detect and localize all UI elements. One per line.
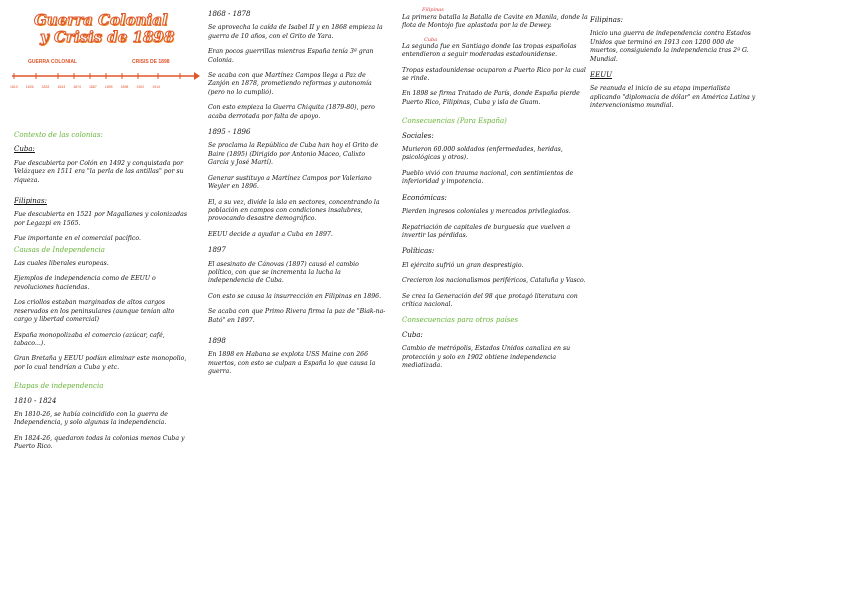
paragraph: Fue descubierta por Colón en 1492 y conquistada por Velázquez en 1511 era "la perla de las antillas" por su riqueza.	[14, 159, 184, 184]
paragraph: El, a su vez, divide la isla en sectores, concentrando la población en campos con condiciones insalubres, provocando desastre demográfico.	[208, 198, 380, 223]
heading-period: 1898	[208, 336, 226, 345]
paragraph: Con esto empieza la Guerra Chiquita (1879-80), pero acaba derrotada por falta de apoyo.	[208, 104, 375, 120]
timeline-year: 1902	[136, 85, 145, 89]
column-4	[590, 16, 760, 118]
paragraph: Murieron 60.000 soldados (enfermedades, heridas, psicológicas y otros).	[402, 146, 563, 162]
paragraph: Se proclama la República de Cuba han hoy el Grito de Baire (1895) (Dirigido por Antonio Maceo, Calixto García y José Martí).	[208, 142, 379, 167]
paragraph: Gran Bretaña y EEUU podían eliminar este monopolio, por lo cual tendrían a Cuba y etc.	[14, 355, 187, 371]
heading-period: 1868 - 1878	[208, 10, 251, 18]
paragraph: Se reanuda el inicio de su etapa imperialista aplicando "diplomacia de dólar" en América Latina y intervencionismo mundial.	[590, 85, 756, 110]
paragraph: Cambio de metrópolis, Estados Unidos canaliza en su protección y solo en 1902 obtiene independencia mediatizada.	[402, 345, 571, 369]
timeline-right-tag: CRISIS DE 1898	[132, 59, 170, 65]
paragraph: La segunda fue en Santiago donde las tropas españolas entendieron a seguir moderadas estadounidense.	[402, 42, 577, 59]
title-line-1: Guerra Colonial	[34, 11, 168, 29]
annotation-filipinas: Filipinas	[422, 7, 444, 13]
paragraph: Se aprovecha la caída de Isabel II y en 1868 empieza la guerra de 10 años, con el Grito de Yara.	[208, 24, 383, 40]
title-line-2: y Crisis de 1898	[40, 28, 175, 46]
page-title	[34, 12, 204, 46]
heading-period: 1897	[208, 246, 226, 255]
heading-filipinas: Filipinas:	[590, 16, 623, 24]
timeline-year: 1874	[73, 85, 81, 89]
paragraph: La primera batalla la Batalla de Cavite en Manila, donde la flota de Montojo fue aplastada por la de Dewey.	[402, 14, 588, 30]
heading-sociales: Sociales:	[402, 131, 434, 140]
column-1	[14, 131, 194, 459]
heading-otros-paises: Consecuencias para otros países	[402, 316, 519, 325]
timeline	[10, 55, 200, 115]
paragraph: Inicio una guerra de independencia contra Estados Unidos que terminó en 1913 con 1200 000 de muertos, consiguiendo la independencia tras 2ª G. Mundial.	[590, 30, 751, 63]
paragraph: Generar sustituyo a Martínez Campos por Valeriano Weyler en 1896.	[208, 174, 372, 191]
paragraph: Eran pocos guerrillas mientras España tenía 3ª gran Colonia.	[208, 48, 374, 64]
timeline-year: 1833	[41, 85, 50, 89]
paragraph: El asesinato de Cánovas (1897) causó el cambio político, con que se incrementa la lucha la independencia de Cuba.	[208, 260, 359, 285]
paragraph: Las cuales liberales europeas.	[14, 260, 109, 268]
timeline-years	[10, 85, 160, 89]
paragraph: Con esto se causa la insurrección en Filipinas en 1896.	[208, 292, 382, 300]
heading-eeuu: EEUU	[590, 71, 613, 80]
timeline-year: 1843	[57, 85, 66, 89]
heading-politicas: Políticas:	[402, 247, 435, 256]
paragraph: Los criollos estaban marginados de altos cargos reservados en los peninsulares (aunque tenían alto cargo y libertad comercial)	[14, 299, 175, 324]
paragraph: En 1810-26, se había coincidido con la guerra de Independencia, y solo algunas la independencia.	[14, 410, 168, 427]
paragraph: Pierden ingresos coloniales y mercados privilegiados.	[402, 208, 571, 216]
paragraph: Tropas estadounidense ocuparon a Puerto Rico por la cual se rinde.	[402, 66, 586, 83]
paragraph: Se crea la Generación del 98 que protagó literatura con crítica nacional.	[402, 292, 578, 308]
paragraph: En 1898 se firma Tratado de París, donde España pierde Puerto Rico, Filipinas, Cuba y isla de Guam.	[402, 90, 580, 106]
heading-cuba: Cuba:	[14, 145, 35, 154]
paragraph: EEUU decide a ayudar a Cuba en 1897.	[208, 230, 333, 238]
heading-filipinas: Filipinas:	[14, 197, 47, 206]
timeline-year: 1914	[152, 85, 160, 89]
paragraph: España monopolizaba el comercio (azúcar, café, tabaco...).	[14, 331, 165, 347]
heading-period: 1810 - 1824	[14, 396, 57, 405]
column-3	[402, 7, 588, 377]
annotation-cuba: Cuba	[424, 36, 438, 43]
column-2	[208, 10, 386, 384]
heading-economicas: Económicas:	[402, 193, 447, 202]
paragraph: El ejército sufrió un gran desprestigio.	[402, 261, 524, 269]
paragraph: En 1898 en Habana se explota USS Maine con 266 muertos, con esto se culpan a España lo que causa la guerra.	[208, 351, 376, 376]
heading-period: 1895 - 1896	[208, 128, 251, 137]
paragraph: Ejemplos de independencia como de EEUU o revoluciones haciendas.	[14, 275, 156, 291]
heading-etapas: Etapas de independencia	[14, 382, 104, 391]
timeline-year: 1826	[25, 85, 34, 89]
paragraph: En 1824-26, quedaron todas la colonias menos Cuba y Puerto Rico.	[14, 434, 185, 451]
paragraph: Repatriación de capitales de burguesía que vuelven a invertir las pérdidas.	[402, 223, 571, 239]
paragraph: Se acaba con que Martínez Campos llega a Paz de Zanjón en 1878, prometiendo reformas y autonomía (pero no lo cumplió).	[208, 72, 372, 96]
paragraph: Pueblo vivió con trauma nacional, con sentimientos de inferioridad y impotencia.	[402, 169, 574, 186]
timeline-left-tag: GUERRA COLONIAL	[28, 59, 77, 65]
heading-contexto: Contexto de las colonias:	[14, 131, 103, 139]
timeline-year: 1895	[104, 85, 113, 89]
paragraph: Fue importante en el comercial pacífico.	[14, 235, 141, 243]
heading-cuba: Cuba:	[402, 330, 423, 339]
paragraph: Se acaba con que Primo Rivera firma la paz de "Biak-na-Bató" en 1897.	[208, 308, 386, 324]
paragraph: Crecieron los nacionalismos periféricos, Cataluña y Vasco.	[402, 277, 586, 285]
timeline-year: 1810	[10, 85, 18, 89]
paragraph: Fue descubierta en 1521 por Magallanes y colonizadas por Legazpi en 1565.	[14, 211, 187, 227]
heading-causas: Causas de Independencia	[14, 245, 105, 254]
timeline-year: 1898	[120, 85, 129, 89]
timeline-year: 1887	[88, 85, 97, 89]
heading-consecuencias: Consecuencias (Para España)	[402, 117, 507, 126]
